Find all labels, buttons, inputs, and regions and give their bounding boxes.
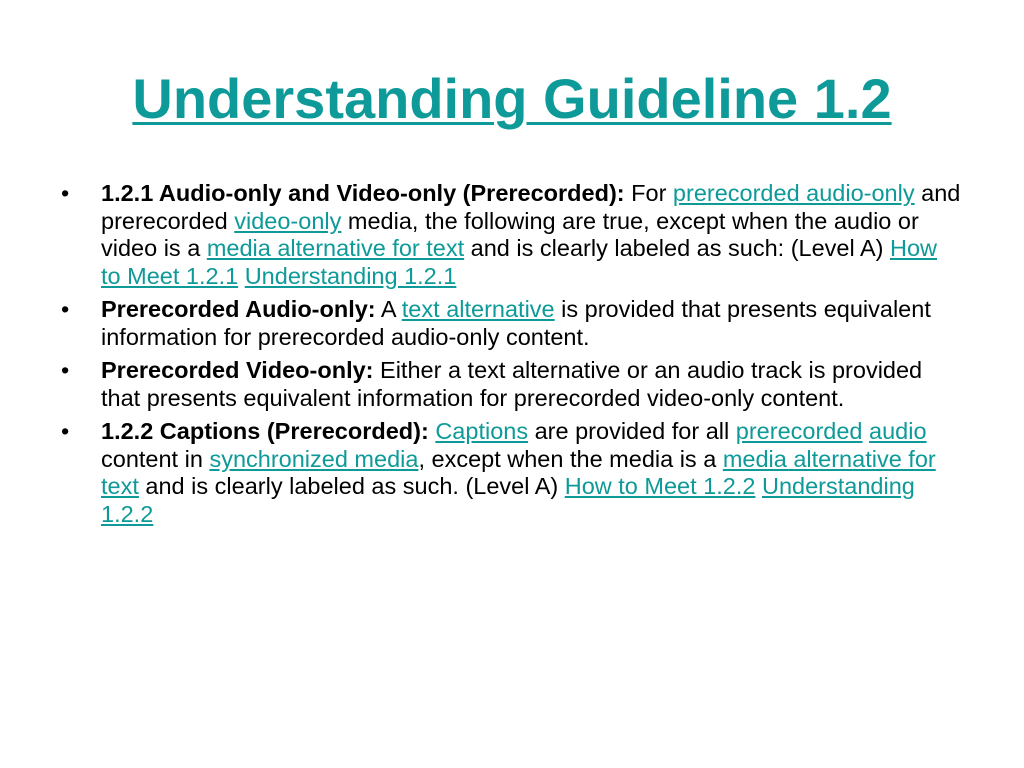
bullet-icon: • bbox=[61, 180, 70, 206]
item-heading: 1.2.1 Audio-only and Video-only (Prerecorded): bbox=[101, 180, 625, 206]
link-media-alternative-for-text[interactable]: media alternative for text bbox=[101, 445, 936, 499]
link-how-to-meet-1-2-2[interactable]: How to Meet 1.2.2 bbox=[564, 473, 756, 499]
item-heading: 1.2.2 Captions (Prerecorded): bbox=[101, 418, 429, 444]
link-understanding-1-2-1[interactable]: Understanding 1.2.1 bbox=[244, 262, 457, 289]
item-text: For bbox=[624, 180, 673, 206]
item-text: media, the following are true, except when the audio or video is a bbox=[101, 207, 919, 261]
item-text: Either a text alternative or an audio track is provided that presents equivalent information for prerecorded video-only content. bbox=[101, 357, 923, 411]
bullet-icon: • bbox=[61, 418, 70, 444]
link-media-alternative-for-text[interactable]: media alternative for text bbox=[206, 235, 465, 261]
item-text: and prerecorded bbox=[101, 180, 961, 234]
bullet-icon: • bbox=[61, 357, 70, 383]
link-prerecorded-audio-only[interactable]: prerecorded audio-only bbox=[672, 180, 915, 206]
link-text-alternative[interactable]: text alternative bbox=[401, 296, 555, 322]
link-captions[interactable]: Captions bbox=[435, 418, 529, 444]
item-text: is provided that presents equivalent information for prerecorded audio-only content. bbox=[101, 296, 931, 350]
bullet-list bbox=[61, 180, 961, 534]
link-video-only[interactable]: video-only bbox=[234, 207, 342, 234]
link-how-to-meet-1-2-1[interactable]: How to Meet 1.2.1 bbox=[101, 235, 937, 289]
item-text: content in bbox=[101, 445, 210, 472]
link-audio[interactable]: audio bbox=[869, 418, 927, 444]
page-title bbox=[0, 64, 1024, 134]
item-heading: Prerecorded Audio-only: bbox=[101, 296, 376, 322]
item-heading: Prerecorded Video-only: bbox=[101, 357, 374, 383]
item-text: are provided for all bbox=[528, 418, 736, 444]
link-prerecorded[interactable]: prerecorded bbox=[735, 418, 863, 444]
title-link[interactable]: Understanding Guideline 1.2 bbox=[132, 67, 892, 130]
item-text: , except when the media is a bbox=[418, 445, 723, 472]
list-item bbox=[61, 418, 961, 528]
item-text: A bbox=[375, 296, 402, 322]
list-item bbox=[61, 296, 961, 351]
link-synchronized-media[interactable]: synchronized media bbox=[209, 445, 419, 472]
item-text: and is clearly labeled as such: (Level A) bbox=[464, 235, 890, 261]
bullet-icon: • bbox=[61, 296, 70, 322]
item-text: and is clearly labeled as such. (Level A) bbox=[138, 473, 565, 499]
link-understanding-1-2-2[interactable]: Understanding 1.2.2 bbox=[101, 473, 915, 527]
list-item bbox=[61, 357, 961, 412]
list-item bbox=[61, 180, 961, 290]
